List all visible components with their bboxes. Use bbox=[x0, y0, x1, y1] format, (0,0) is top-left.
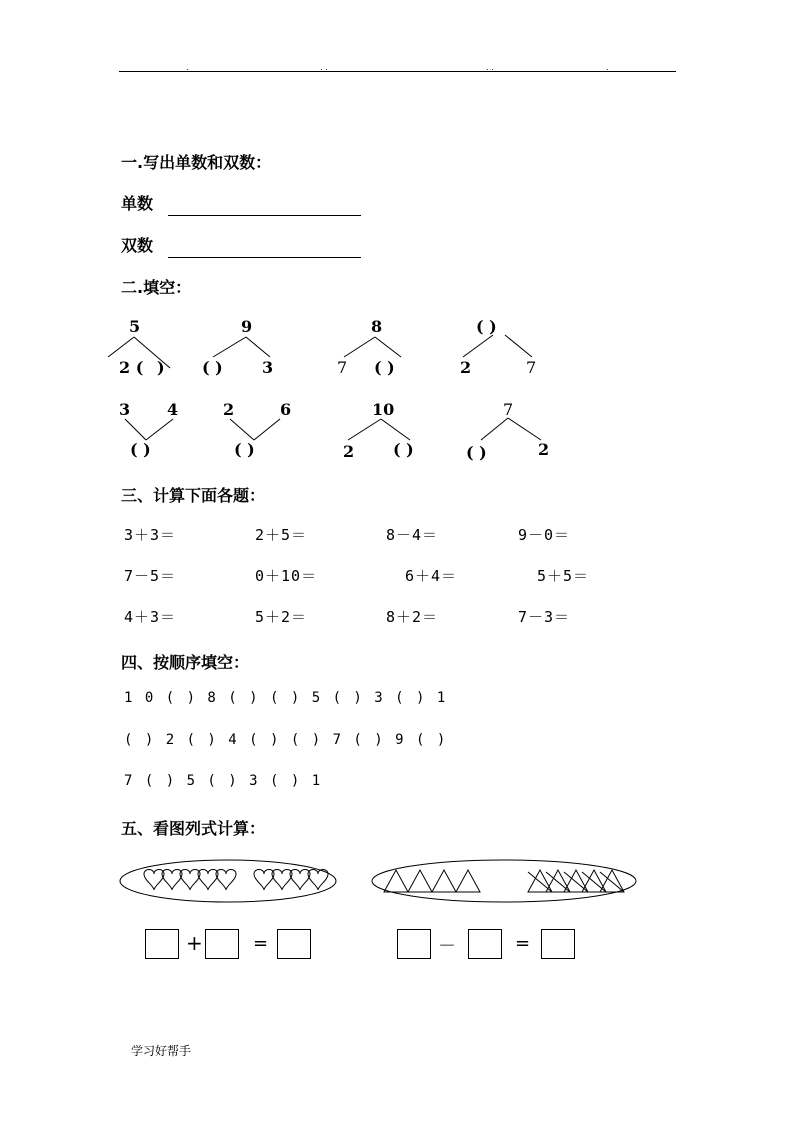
footer-text: 学习好帮手 bbox=[131, 1044, 192, 1058]
heart-icon bbox=[216, 870, 236, 891]
header-dot: . . bbox=[486, 63, 494, 72]
heart-icon bbox=[144, 870, 164, 891]
answer-box[interactable] bbox=[397, 929, 431, 959]
heart-icon bbox=[162, 870, 182, 891]
sequence-row: 7 ( ) 5 ( ) 3 ( ) 1 bbox=[124, 773, 323, 789]
vbond2-bottom: ( ) bbox=[234, 440, 255, 459]
answer-box[interactable] bbox=[468, 929, 502, 959]
bond6-right: 2 bbox=[538, 440, 550, 459]
section3-title: 三、计算下面各题： bbox=[121, 486, 266, 505]
heart-icon bbox=[272, 870, 292, 891]
header-dot: . bbox=[186, 63, 189, 72]
triangle-icon bbox=[408, 870, 432, 892]
calc-item: 3＋3＝ bbox=[124, 526, 177, 544]
section5-title: 五、看图列式计算： bbox=[121, 819, 266, 838]
bond4-left: 2 bbox=[460, 358, 472, 377]
bond1-left: 2 ( bbox=[119, 358, 144, 377]
strike-icon bbox=[546, 872, 570, 892]
heart-icon bbox=[254, 870, 274, 891]
bond5-top: 10 bbox=[372, 400, 395, 419]
equals-sign: = bbox=[253, 933, 269, 954]
heart-icon bbox=[180, 870, 200, 891]
heart-icon bbox=[308, 870, 328, 891]
odd-label: 单数 bbox=[121, 194, 154, 213]
calc-item: 2＋5＝ bbox=[255, 526, 308, 544]
triangle-icon bbox=[384, 870, 408, 892]
answer-box[interactable] bbox=[277, 929, 311, 959]
calc-item: 5＋5＝ bbox=[537, 567, 590, 585]
bond5-right: ( ) bbox=[393, 440, 414, 459]
bond3-right: ( ) bbox=[374, 358, 395, 377]
bond2-right: 3 bbox=[262, 358, 274, 377]
calc-item: 0＋10＝ bbox=[255, 567, 318, 585]
vbond1-left: 3 bbox=[119, 400, 131, 419]
triangle-icon bbox=[432, 870, 456, 892]
minus-sign: － bbox=[438, 936, 456, 957]
vbond2-left: 2 bbox=[223, 400, 235, 419]
even-label: 双数 bbox=[121, 236, 154, 255]
answer-box[interactable] bbox=[541, 929, 575, 959]
strike-icon bbox=[582, 872, 606, 892]
bond4-right: 7 bbox=[526, 358, 537, 377]
bond6-left: ( ) bbox=[466, 443, 487, 462]
sequence-row: ( ) 2 ( ) 4 ( ) ( ) 7 ( ) 9 ( ) bbox=[124, 732, 448, 748]
heart-oval bbox=[120, 860, 336, 902]
triangle-icon bbox=[456, 870, 480, 892]
strike-icon bbox=[528, 872, 552, 892]
calc-item: 5＋2＝ bbox=[255, 608, 308, 626]
bond3-left: 7 bbox=[337, 358, 348, 377]
triangle-oval bbox=[372, 860, 636, 902]
calc-item: 7－3＝ bbox=[518, 608, 571, 626]
calc-item: 4＋3＝ bbox=[124, 608, 177, 626]
bond2-top: 9 bbox=[241, 317, 253, 336]
section2-title: 二.填空： bbox=[121, 278, 192, 297]
section1-title: 一.写出单数和双数： bbox=[121, 153, 272, 172]
bond1-right: ) bbox=[157, 358, 165, 377]
header-dot: . . bbox=[320, 63, 328, 72]
bond6-top: 7 bbox=[503, 400, 514, 419]
strike-icon bbox=[600, 872, 624, 892]
strike-icon bbox=[564, 872, 588, 892]
equals-sign: = bbox=[515, 933, 531, 954]
bond1-top: 5 bbox=[129, 317, 141, 336]
vbond1-right: 4 bbox=[167, 400, 179, 419]
bond5-left: 2 bbox=[343, 442, 355, 461]
answer-box[interactable] bbox=[145, 929, 179, 959]
heart-icon bbox=[198, 870, 218, 891]
bond3-top: 8 bbox=[371, 317, 383, 336]
answer-box[interactable] bbox=[205, 929, 239, 959]
bond2-left: ( ) bbox=[202, 358, 223, 377]
calc-item: 8＋2＝ bbox=[386, 608, 439, 626]
vbond2-right: 6 bbox=[280, 400, 292, 419]
heart-icon bbox=[290, 870, 310, 891]
calc-item: 9－0＝ bbox=[518, 526, 571, 544]
header-dot: . bbox=[606, 63, 609, 72]
calc-item: 7－5＝ bbox=[124, 567, 177, 585]
vbond1-bottom: ( ) bbox=[130, 440, 151, 459]
bond4-top: ( ) bbox=[476, 317, 497, 336]
calc-item: 6＋4＝ bbox=[405, 567, 458, 585]
section4-title: 四、按顺序填空： bbox=[121, 653, 250, 672]
calc-item: 8－4＝ bbox=[386, 526, 439, 544]
plus-sign: + bbox=[186, 931, 203, 955]
sequence-row: 1 0 ( ) 8 ( ) ( ) 5 ( ) 3 ( ) 1 bbox=[124, 690, 448, 706]
